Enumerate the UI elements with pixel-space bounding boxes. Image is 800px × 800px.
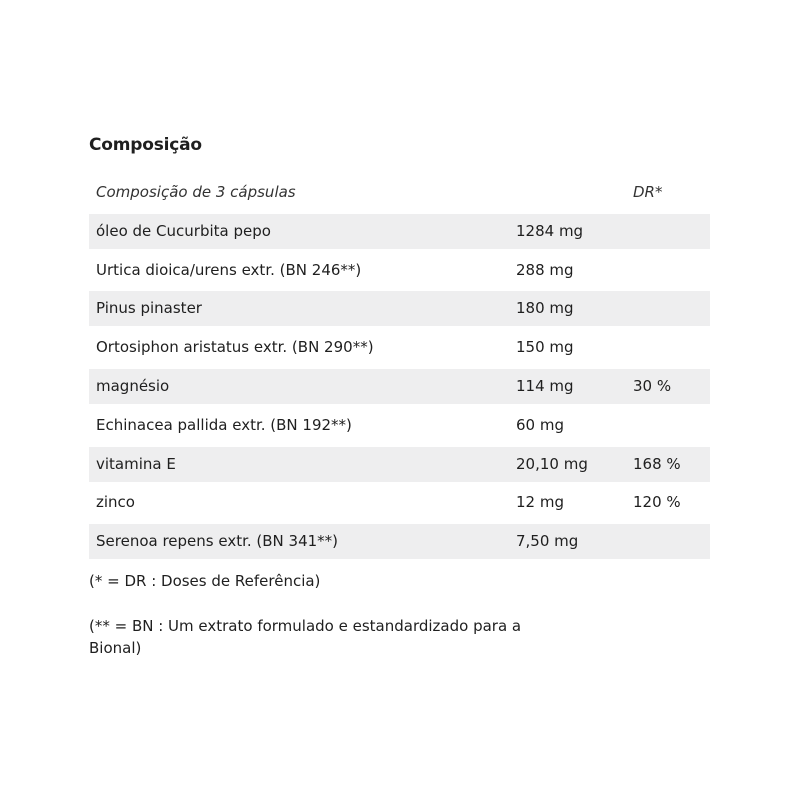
table-row — [89, 485, 710, 520]
table-row — [89, 253, 710, 288]
header-dr: DR* — [633, 183, 663, 201]
ingredient-name: Echinacea pallida extr. (BN 192**) — [96, 415, 352, 434]
table-row — [89, 408, 710, 443]
ingredient-name: zinco — [96, 493, 135, 512]
table-header-row — [89, 175, 710, 210]
ingredient-amount: 180 mg — [516, 299, 574, 318]
composition-table — [89, 175, 710, 563]
table-row — [89, 369, 710, 404]
table-row — [89, 524, 710, 559]
footnote-bn: (** = BN : Um extrato formulado e estandardizado para a Bional) — [89, 617, 522, 657]
ingredient-dr: 120 % — [633, 493, 681, 512]
ingredient-amount: 7,50 mg — [516, 532, 579, 551]
ingredient-amount: 20,10 mg — [516, 454, 588, 473]
ingredient-amount: 60 mg — [516, 415, 564, 434]
ingredient-name: vitamina E — [96, 454, 176, 473]
footnote-dr: (* = DR : Doses de Referência) — [89, 572, 321, 590]
ingredient-dr: 168 % — [633, 454, 681, 473]
ingredient-name: Ortosiphon aristatus extr. (BN 290**) — [96, 338, 374, 357]
ingredient-name: óleo de Cucurbita pepo — [96, 221, 271, 240]
ingredient-amount: 114 mg — [516, 376, 574, 395]
table-row — [89, 447, 710, 482]
ingredient-dr: 30 % — [633, 376, 672, 395]
ingredient-amount: 150 mg — [516, 338, 574, 357]
section-title: Composição — [89, 135, 202, 155]
ingredient-name: Pinus pinaster — [96, 299, 202, 318]
table-row — [89, 214, 710, 249]
ingredient-amount: 288 mg — [516, 260, 574, 279]
header-name: Composição de 3 cápsulas — [96, 183, 296, 201]
table-row — [89, 330, 710, 365]
ingredient-name: magnésio — [96, 376, 170, 395]
ingredient-amount: 1284 mg — [516, 221, 584, 240]
ingredient-name: Urtica dioica/urens extr. (BN 246**) — [96, 260, 362, 279]
table-row — [89, 291, 710, 326]
ingredient-name: Serenoa repens extr. (BN 341**) — [96, 532, 339, 551]
ingredient-amount: 12 mg — [516, 493, 564, 512]
